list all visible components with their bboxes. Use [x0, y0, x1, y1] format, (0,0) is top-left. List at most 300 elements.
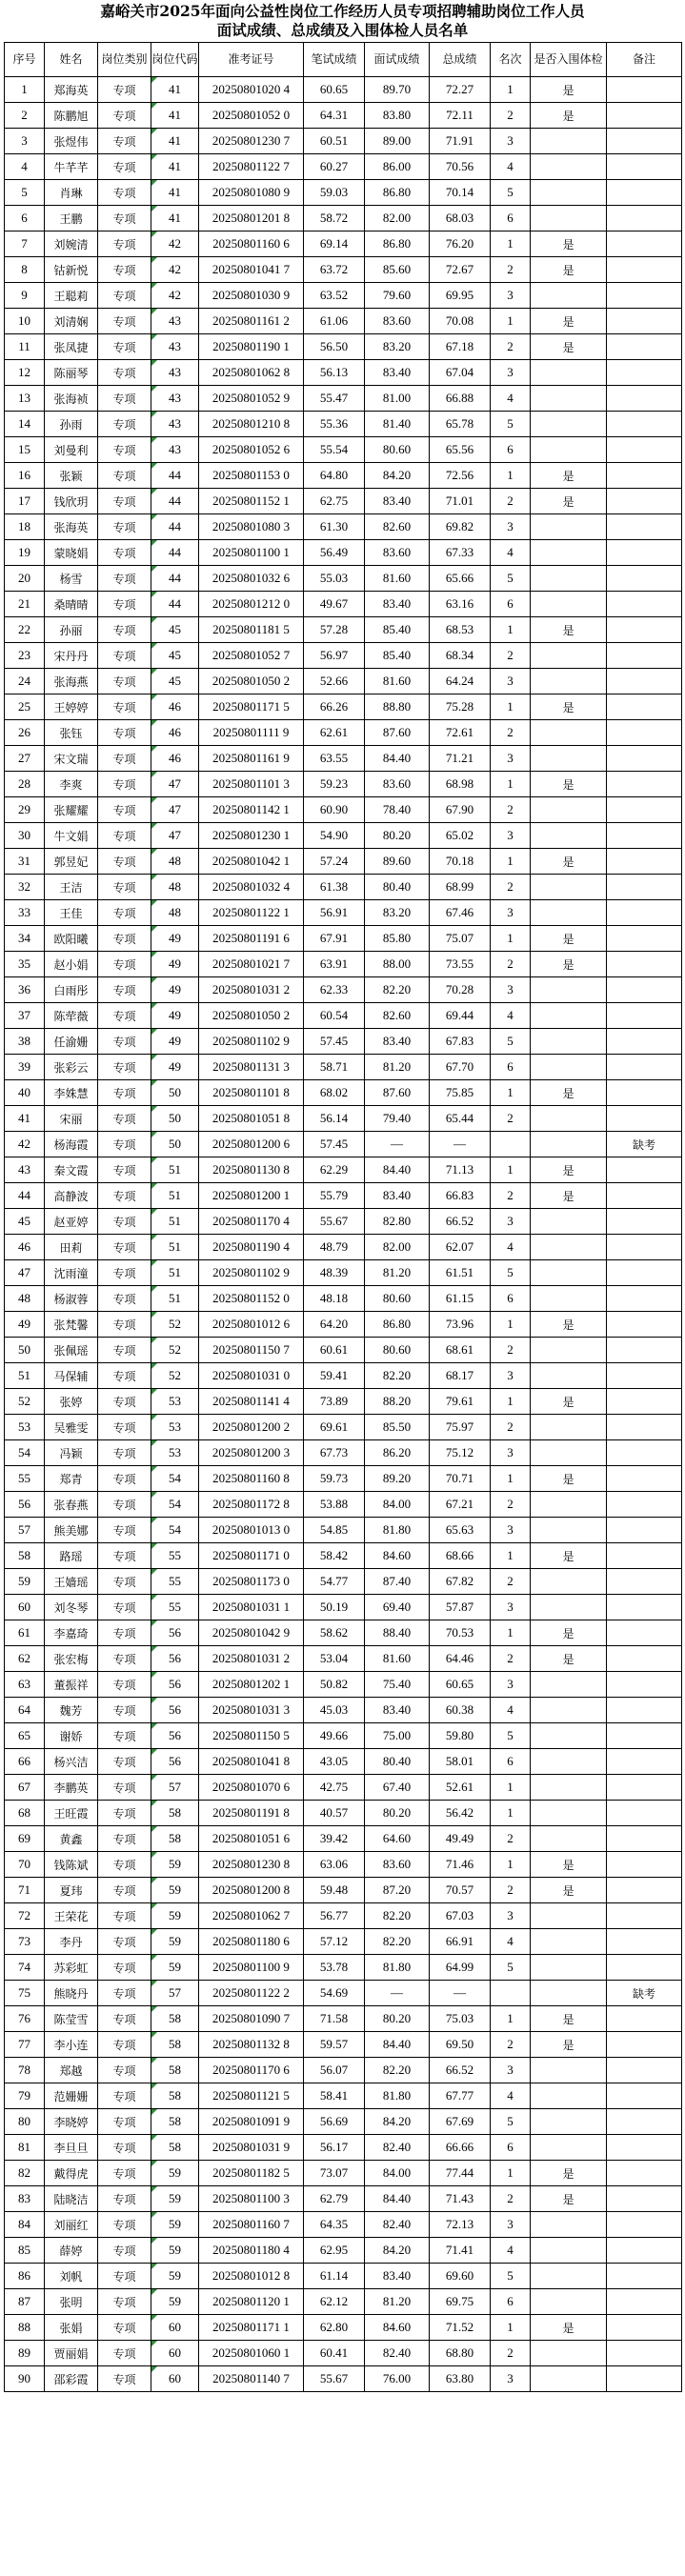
cell-exam-id: 20250801161 9: [199, 746, 304, 772]
cell-seq: 21: [5, 592, 45, 617]
cell-post-code: 43: [151, 437, 199, 463]
cell-rank: 3: [491, 1363, 531, 1389]
cell-post-category: 专项: [98, 1569, 151, 1595]
cell-post-code: 59: [151, 2186, 199, 2212]
cell-remarks: [607, 2366, 682, 2392]
cell-interview-score: 86.80: [365, 180, 430, 206]
cell-post-category: 专项: [98, 412, 151, 437]
cell-rank: 2: [491, 1492, 531, 1518]
cell-post-category: 专项: [98, 977, 151, 1003]
cell-written-score: 55.47: [304, 386, 365, 412]
cell-interview-score: 84.40: [365, 1157, 430, 1183]
cell-post-code: 56: [151, 1672, 199, 1698]
cell-total-score: 70.56: [430, 154, 491, 180]
cell-physical-exam: 是: [531, 952, 607, 977]
table-row: [5, 720, 682, 746]
cell-name: 张凤捷: [45, 334, 98, 360]
cell-post-category: 专项: [98, 1903, 151, 1929]
cell-post-category: 专项: [98, 617, 151, 643]
cell-written-score: 59.03: [304, 180, 365, 206]
cell-physical-exam: 是: [531, 772, 607, 797]
cell-post-code: 55: [151, 1543, 199, 1569]
cell-remarks: [607, 1466, 682, 1492]
cell-seq: 48: [5, 1286, 45, 1312]
cell-remarks: [607, 1569, 682, 1595]
cell-interview-score: 83.40: [365, 1183, 430, 1209]
cell-exam-id: 20250801031 9: [199, 2135, 304, 2161]
cell-seq: 13: [5, 386, 45, 412]
cell-post-code: 44: [151, 566, 199, 592]
cell-remarks: [607, 2006, 682, 2032]
cell-post-code: 44: [151, 489, 199, 514]
cell-post-code: 43: [151, 386, 199, 412]
cell-remarks: [607, 129, 682, 154]
cell-seq: 65: [5, 1723, 45, 1749]
cell-total-score: 67.04: [430, 360, 491, 386]
cell-post-category: 专项: [98, 1209, 151, 1235]
cell-post-category: 专项: [98, 1852, 151, 1878]
cell-total-score: 67.03: [430, 1903, 491, 1929]
cell-post-code: 42: [151, 257, 199, 283]
cell-exam-id: 20250801200 3: [199, 1440, 304, 1466]
cell-post-category: 专项: [98, 1878, 151, 1903]
cell-remarks: [607, 720, 682, 746]
cell-rank: 2: [491, 1878, 531, 1903]
cell-written-score: 69.61: [304, 1415, 365, 1440]
cell-name: 黄鑫: [45, 1826, 98, 1852]
cell-written-score: 58.71: [304, 1055, 365, 1080]
cell-name: 田莉: [45, 1235, 98, 1260]
table-row: [5, 154, 682, 180]
cell-rank: 4: [491, 1235, 531, 1260]
table-row: [5, 2032, 682, 2058]
cell-rank: 5: [491, 2264, 531, 2289]
cell-interview-score: 87.40: [365, 1569, 430, 1595]
cell-physical-exam: [531, 1055, 607, 1080]
cell-exam-id: 20250801122 1: [199, 900, 304, 926]
cell-interview-score: 85.40: [365, 643, 430, 669]
cell-written-score: 60.90: [304, 797, 365, 823]
cell-exam-id: 20250801070 6: [199, 1775, 304, 1801]
cell-written-score: 62.80: [304, 2315, 365, 2341]
cell-post-category: 专项: [98, 77, 151, 103]
header-post-category: 岗位类别: [98, 43, 151, 77]
cell-post-category: 专项: [98, 2289, 151, 2315]
cell-rank: 2: [491, 875, 531, 900]
cell-interview-score: 83.40: [365, 1698, 430, 1723]
cell-post-code: 59: [151, 2289, 199, 2315]
cell-seq: 88: [5, 2315, 45, 2341]
cell-post-category: 专项: [98, 875, 151, 900]
cell-seq: 59: [5, 1569, 45, 1595]
cell-written-score: 59.57: [304, 2032, 365, 2058]
cell-remarks: [607, 2212, 682, 2238]
cell-remarks: [607, 1929, 682, 1955]
cell-seq: 47: [5, 1260, 45, 1286]
cell-post-category: 专项: [98, 386, 151, 412]
cell-written-score: 60.61: [304, 1338, 365, 1363]
table-row: [5, 797, 682, 823]
cell-exam-id: 20250801190 4: [199, 1235, 304, 1260]
cell-post-category: 专项: [98, 1029, 151, 1055]
cell-exam-id: 20250801201 8: [199, 206, 304, 231]
cell-rank: 2: [491, 720, 531, 746]
cell-remarks: [607, 2135, 682, 2161]
cell-rank: 1: [491, 1466, 531, 1492]
cell-physical-exam: [531, 283, 607, 309]
cell-rank: 1: [491, 1775, 531, 1801]
cell-written-score: 63.72: [304, 257, 365, 283]
cell-remarks: [607, 386, 682, 412]
cell-exam-id: 20250801021 7: [199, 952, 304, 977]
cell-rank: 4: [491, 386, 531, 412]
cell-exam-id: 20250801171 0: [199, 1543, 304, 1569]
cell-seq: 50: [5, 1338, 45, 1363]
cell-rank: 2: [491, 643, 531, 669]
cell-name: 肖琳: [45, 180, 98, 206]
header-total-score: 总成绩: [430, 43, 491, 77]
cell-total-score: 66.88: [430, 386, 491, 412]
cell-seq: 24: [5, 669, 45, 694]
cell-written-score: 55.03: [304, 566, 365, 592]
cell-interview-score: 83.60: [365, 772, 430, 797]
cell-total-score: 70.57: [430, 1878, 491, 1903]
cell-remarks: [607, 926, 682, 952]
cell-post-code: 58: [151, 2083, 199, 2109]
cell-physical-exam: [531, 180, 607, 206]
table-row: [5, 1801, 682, 1826]
cell-name: 赵亚婷: [45, 1209, 98, 1235]
cell-rank: 2: [491, 1338, 531, 1363]
cell-total-score: 67.70: [430, 1055, 491, 1080]
cell-total-score: 75.07: [430, 926, 491, 952]
cell-post-code: 58: [151, 2135, 199, 2161]
cell-interview-score: 88.20: [365, 1389, 430, 1415]
cell-written-score: 56.91: [304, 900, 365, 926]
cell-post-category: 专项: [98, 129, 151, 154]
cell-name: 王聪莉: [45, 283, 98, 309]
cell-post-category: 专项: [98, 1338, 151, 1363]
cell-interview-score: 83.20: [365, 900, 430, 926]
cell-written-score: 48.79: [304, 1235, 365, 1260]
cell-total-score: 64.99: [430, 1955, 491, 1981]
cell-name: 钴新悦: [45, 257, 98, 283]
cell-written-score: 69.14: [304, 231, 365, 257]
cell-rank: 5: [491, 180, 531, 206]
cell-post-category: 专项: [98, 2186, 151, 2212]
cell-name: 张婷: [45, 1389, 98, 1415]
cell-exam-id: 20250801041 7: [199, 257, 304, 283]
cell-interview-score: 81.20: [365, 1055, 430, 1080]
table-row: [5, 514, 682, 540]
cell-rank: 4: [491, 2083, 531, 2109]
cell-rank: 2: [491, 1183, 531, 1209]
cell-physical-exam: [531, 1595, 607, 1620]
cell-seq: 7: [5, 231, 45, 257]
cell-name: 王嫱瑶: [45, 1569, 98, 1595]
cell-rank: 2: [491, 334, 531, 360]
cell-total-score: 66.91: [430, 1929, 491, 1955]
cell-rank: 2: [491, 1646, 531, 1672]
cell-name: 郭昱妃: [45, 849, 98, 875]
table-row: [5, 489, 682, 514]
cell-name: 陈鹏旭: [45, 103, 98, 129]
cell-exam-id: 20250801031 1: [199, 1595, 304, 1620]
cell-remarks: [607, 1543, 682, 1569]
cell-total-score: 68.34: [430, 643, 491, 669]
table-row: [5, 2289, 682, 2315]
cell-name: 任渝姗: [45, 1029, 98, 1055]
cell-name: 牛文娟: [45, 823, 98, 849]
cell-interview-score: 81.20: [365, 2289, 430, 2315]
cell-physical-exam: [531, 566, 607, 592]
cell-seq: 3: [5, 129, 45, 154]
cell-seq: 2: [5, 103, 45, 129]
cell-total-score: 65.02: [430, 823, 491, 849]
cell-total-score: 70.08: [430, 309, 491, 334]
cell-physical-exam: 是: [531, 2161, 607, 2186]
cell-physical-exam: [531, 1286, 607, 1312]
cell-written-score: 62.29: [304, 1157, 365, 1183]
cell-physical-exam: [531, 1415, 607, 1440]
cell-rank: 1: [491, 1080, 531, 1106]
cell-remarks: [607, 257, 682, 283]
cell-remarks: [607, 1440, 682, 1466]
cell-exam-id: 20250801152 1: [199, 489, 304, 514]
cell-post-category: 专项: [98, 180, 151, 206]
cell-exam-id: 20250801150 7: [199, 1338, 304, 1363]
cell-name: 张海燕: [45, 669, 98, 694]
cell-exam-id: 20250801131 3: [199, 1055, 304, 1080]
cell-post-category: 专项: [98, 1440, 151, 1466]
cell-total-score: 72.13: [430, 2212, 491, 2238]
cell-interview-score: 67.40: [365, 1775, 430, 1801]
cell-total-score: 72.56: [430, 463, 491, 489]
cell-physical-exam: 是: [531, 2315, 607, 2341]
cell-post-category: 专项: [98, 437, 151, 463]
cell-total-score: 68.53: [430, 617, 491, 643]
cell-written-score: 62.33: [304, 977, 365, 1003]
cell-interview-score: 81.80: [365, 2083, 430, 2109]
cell-exam-id: 20250801160 7: [199, 2212, 304, 2238]
cell-written-score: 68.02: [304, 1080, 365, 1106]
cell-name: 高静波: [45, 1183, 98, 1209]
cell-post-category: 专项: [98, 1312, 151, 1338]
cell-physical-exam: 是: [531, 1183, 607, 1209]
table-row: [5, 129, 682, 154]
cell-post-code: 56: [151, 1749, 199, 1775]
cell-seq: 75: [5, 1981, 45, 2006]
cell-name: 蒙晓娟: [45, 540, 98, 566]
cell-total-score: 71.52: [430, 2315, 491, 2341]
cell-physical-exam: 是: [531, 617, 607, 643]
cell-physical-exam: 是: [531, 849, 607, 875]
cell-written-score: 53.88: [304, 1492, 365, 1518]
cell-remarks: [607, 746, 682, 772]
cell-interview-score: 86.20: [365, 1440, 430, 1466]
cell-remarks: [607, 103, 682, 129]
cell-total-score: 71.91: [430, 129, 491, 154]
cell-seq: 35: [5, 952, 45, 977]
cell-exam-id: 20250801230 1: [199, 823, 304, 849]
table-row: [5, 746, 682, 772]
cell-exam-id: 20250801161 2: [199, 309, 304, 334]
cell-exam-id: 20250801052 6: [199, 437, 304, 463]
cell-rank: 3: [491, 1209, 531, 1235]
table-row: [5, 386, 682, 412]
cell-written-score: 60.27: [304, 154, 365, 180]
cell-written-score: 57.45: [304, 1029, 365, 1055]
cell-name: 桑晴晴: [45, 592, 98, 617]
cell-written-score: 64.80: [304, 463, 365, 489]
cell-physical-exam: [531, 1209, 607, 1235]
cell-total-score: 67.77: [430, 2083, 491, 2109]
table-row: [5, 875, 682, 900]
cell-written-score: 60.41: [304, 2341, 365, 2366]
cell-written-score: 60.65: [304, 77, 365, 103]
table-row: [5, 1852, 682, 1878]
cell-exam-id: 20250801191 6: [199, 926, 304, 952]
cell-remarks: [607, 1518, 682, 1543]
cell-total-score: 70.71: [430, 1466, 491, 1492]
cell-post-code: 41: [151, 206, 199, 231]
cell-total-score: 66.52: [430, 1209, 491, 1235]
cell-name: 赵小娟: [45, 952, 98, 977]
cell-total-score: 76.20: [430, 231, 491, 257]
cell-physical-exam: 是: [531, 2186, 607, 2212]
cell-total-score: 71.43: [430, 2186, 491, 2212]
cell-written-score: 57.45: [304, 1132, 365, 1157]
cell-total-score: 66.83: [430, 1183, 491, 1209]
cell-total-score: 67.82: [430, 1569, 491, 1595]
cell-exam-id: 20250801041 8: [199, 1749, 304, 1775]
cell-post-code: 41: [151, 77, 199, 103]
cell-exam-id: 20250801160 8: [199, 1466, 304, 1492]
table-row: [5, 1826, 682, 1852]
cell-physical-exam: [531, 154, 607, 180]
cell-post-code: 44: [151, 514, 199, 540]
cell-physical-exam: [531, 2341, 607, 2366]
table-row: [5, 231, 682, 257]
cell-physical-exam: [531, 1723, 607, 1749]
cell-rank: 5: [491, 412, 531, 437]
cell-written-score: 60.54: [304, 1003, 365, 1029]
cell-written-score: 62.61: [304, 720, 365, 746]
cell-physical-exam: 是: [531, 334, 607, 360]
cell-name: 郑海英: [45, 77, 98, 103]
cell-post-code: 55: [151, 1595, 199, 1620]
cell-rank: 6: [491, 206, 531, 231]
cell-exam-id: 20250801100 9: [199, 1955, 304, 1981]
cell-rank: 6: [491, 437, 531, 463]
cell-interview-score: 82.40: [365, 2135, 430, 2161]
cell-exam-id: 20250801120 1: [199, 2289, 304, 2315]
cell-total-score: 64.46: [430, 1646, 491, 1672]
cell-remarks: [607, 1055, 682, 1080]
cell-name: 张煜伟: [45, 129, 98, 154]
cell-total-score: 69.95: [430, 283, 491, 309]
cell-post-code: 42: [151, 231, 199, 257]
cell-remarks: [607, 1106, 682, 1132]
cell-total-score: —: [430, 1981, 491, 2006]
cell-name: 杨兴洁: [45, 1749, 98, 1775]
cell-interview-score: 75.40: [365, 1672, 430, 1698]
cell-post-category: 专项: [98, 2006, 151, 2032]
cell-written-score: 54.85: [304, 1518, 365, 1543]
cell-seq: 69: [5, 1826, 45, 1852]
cell-written-score: 63.06: [304, 1852, 365, 1878]
cell-written-score: 62.12: [304, 2289, 365, 2315]
cell-interview-score: 83.60: [365, 309, 430, 334]
cell-physical-exam: [531, 1338, 607, 1363]
cell-physical-exam: 是: [531, 257, 607, 283]
cell-physical-exam: [531, 1029, 607, 1055]
cell-physical-exam: 是: [531, 2032, 607, 2058]
cell-remarks: [607, 463, 682, 489]
cell-physical-exam: 是: [531, 1389, 607, 1415]
cell-physical-exam: 是: [531, 926, 607, 952]
cell-rank: 5: [491, 1260, 531, 1286]
cell-rank: 1: [491, 1157, 531, 1183]
cell-total-score: 75.12: [430, 1440, 491, 1466]
cell-post-category: 专项: [98, 2161, 151, 2186]
cell-interview-score: 86.80: [365, 1312, 430, 1338]
table-row: [5, 1080, 682, 1106]
cell-name: 魏芳: [45, 1698, 98, 1723]
cell-total-score: 61.15: [430, 1286, 491, 1312]
cell-interview-score: 81.60: [365, 1646, 430, 1672]
cell-physical-exam: [531, 2058, 607, 2083]
table-row: [5, 1466, 682, 1492]
cell-written-score: 64.35: [304, 2212, 365, 2238]
cell-seq: 84: [5, 2212, 45, 2238]
cell-seq: 37: [5, 1003, 45, 1029]
cell-interview-score: 82.00: [365, 206, 430, 231]
cell-remarks: [607, 952, 682, 977]
cell-rank: 1: [491, 309, 531, 334]
cell-post-category: 专项: [98, 746, 151, 772]
cell-physical-exam: [531, 129, 607, 154]
cell-post-category: 专项: [98, 1981, 151, 2006]
cell-post-category: 专项: [98, 1492, 151, 1518]
cell-seq: 71: [5, 1878, 45, 1903]
cell-physical-exam: [531, 514, 607, 540]
cell-exam-id: 20250801230 8: [199, 1852, 304, 1878]
cell-exam-id: 20250801150 5: [199, 1723, 304, 1749]
cell-seq: 28: [5, 772, 45, 797]
cell-exam-id: 20250801210 8: [199, 412, 304, 437]
cell-total-score: 68.99: [430, 875, 491, 900]
cell-exam-id: 20250801051 8: [199, 1106, 304, 1132]
cell-interview-score: 83.20: [365, 334, 430, 360]
table-row: [5, 952, 682, 977]
table-row: [5, 1955, 682, 1981]
cell-exam-id: 20250801052 0: [199, 103, 304, 129]
cell-post-category: 专项: [98, 2135, 151, 2161]
table-row: [5, 1363, 682, 1389]
cell-post-code: 48: [151, 900, 199, 926]
cell-physical-exam: 是: [531, 103, 607, 129]
cell-interview-score: 84.40: [365, 2032, 430, 2058]
cell-total-score: 69.50: [430, 2032, 491, 2058]
cell-written-score: 63.55: [304, 746, 365, 772]
cell-name: 刘婉清: [45, 231, 98, 257]
table-row: [5, 1312, 682, 1338]
cell-name: 李嘉琦: [45, 1620, 98, 1646]
cell-post-code: 49: [151, 1003, 199, 1029]
cell-rank: 2: [491, 1415, 531, 1440]
cell-seq: 8: [5, 257, 45, 283]
